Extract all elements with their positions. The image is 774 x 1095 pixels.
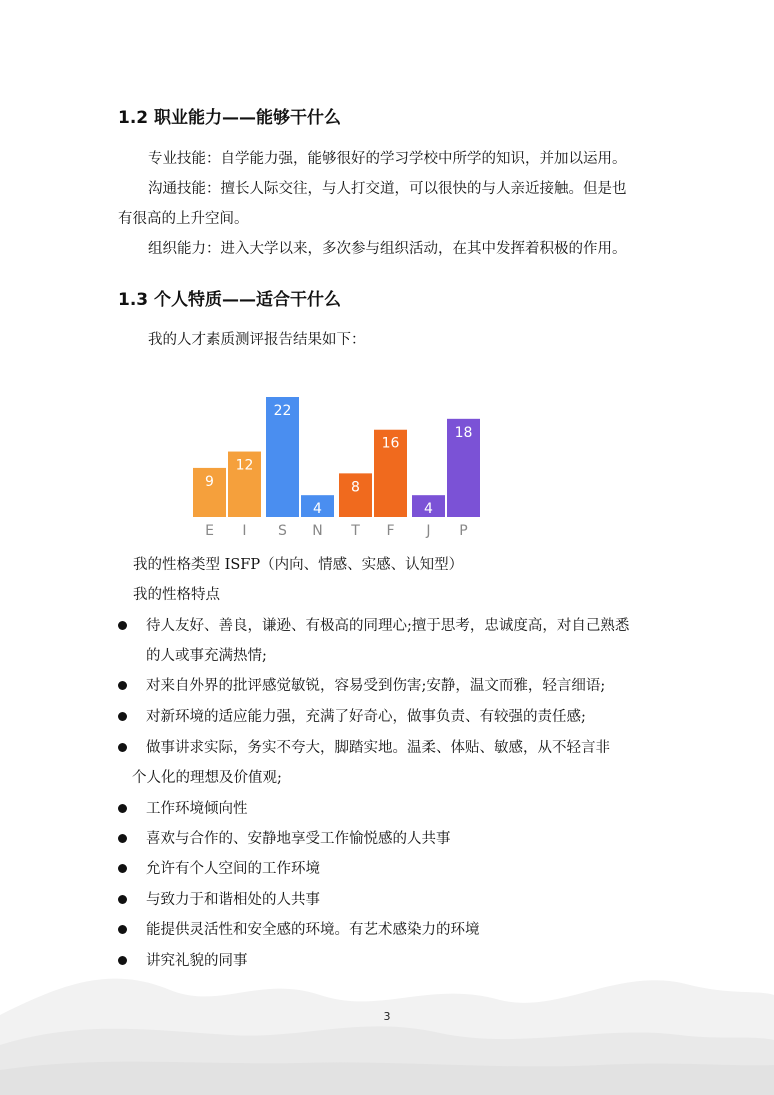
list-item-text: 工作环境倾向性 [146,801,248,817]
bullet-icon [118,925,127,934]
list-item-text: 对新环境的适应能力强，充满了好奇心，做事负责、有较强的责任感; [146,709,586,725]
list-item-text: 对来自外界的批评感觉敏锐，容易受到伤害;安静，温文而雅，轻言细语; [146,678,606,694]
x-tick-label: S [278,523,287,538]
x-tick-label: F [386,523,395,538]
list-item-text: 讲究礼貌的同事 [146,953,248,969]
bullet-icon [118,956,127,965]
list-item-text: 与致力于和谐相处的人共事 [146,892,320,908]
bullet-icon [118,864,127,873]
bar-value-label: 12 [235,457,254,474]
list-item-text: 待人友好、善良，谦逊、有极高的同理心;擅于思考，忠诚度高，对自己熟悉 [146,618,630,634]
x-tick-label: N [312,523,323,538]
bullet-icon [118,743,127,752]
bar-value-label: 18 [454,424,473,441]
bullet-icon [118,895,127,904]
x-tick-label: I [242,523,247,538]
list-item-text-continuation: 的人或事充满热情; [146,648,267,664]
personality-type-line: 我的性格类型 ISFP（内向、情感、实感、认知型） [133,557,464,573]
paragraph-communication-skill-cont: 有很高的上升空间。 [118,211,249,227]
paragraph-organization-skill: 组织能力：进入大学以来，多次参与组织活动，在其中发挥着积极的作用。 [148,241,627,257]
personality-traits-title: 我的性格特点 [133,587,220,603]
section-heading-1-2: 1.2 职业能力——能够干什么 [118,108,342,128]
bullet-icon [118,681,127,690]
bullet-icon [118,804,127,813]
x-tick-label: E [205,523,214,538]
list-item-text: 做事讲求实际，务实不夸大，脚踏实地。温柔、体贴、敏感，从不轻言非 [146,740,610,756]
mbti-bar-chart [190,388,490,538]
paragraph-professional-skill: 专业技能：自学能力强，能够很好的学习学校中所学的知识，并加以运用。 [148,151,627,167]
x-tick-label: P [459,523,468,538]
bullet-icon [118,621,127,630]
bullet-icon [118,712,127,721]
list-item-text: 能提供灵活性和安全感的环境。有艺术感染力的环境 [146,922,480,938]
list-item-text: 喜欢与合作的、安静地享受工作愉悦感的人共事 [146,831,451,847]
chart-intro-text: 我的人才素质测评报告结果如下： [148,332,366,348]
section-heading-1-3: 1.3 个人特质——适合干什么 [118,290,342,310]
list-item-text-continuation: 个人化的理想及价值观; [132,770,282,786]
bar-value-label: 4 [424,501,433,518]
x-tick-label: T [351,523,360,538]
bullet-icon [118,834,127,843]
paragraph-communication-skill: 沟通技能：擅长人际交往，与人打交道，可以很快的与人亲近接触。但是也 [148,181,627,197]
bar-value-label: 9 [205,473,214,490]
bar-value-label: 22 [273,403,292,419]
page-number: 3 [383,1010,391,1023]
bar-value-label: 16 [381,435,400,452]
bar-value-label: 4 [313,501,322,518]
x-tick-label: J [426,523,431,538]
list-item-text: 允许有个人空间的工作环境 [146,861,320,877]
bar-value-label: 8 [351,479,360,496]
